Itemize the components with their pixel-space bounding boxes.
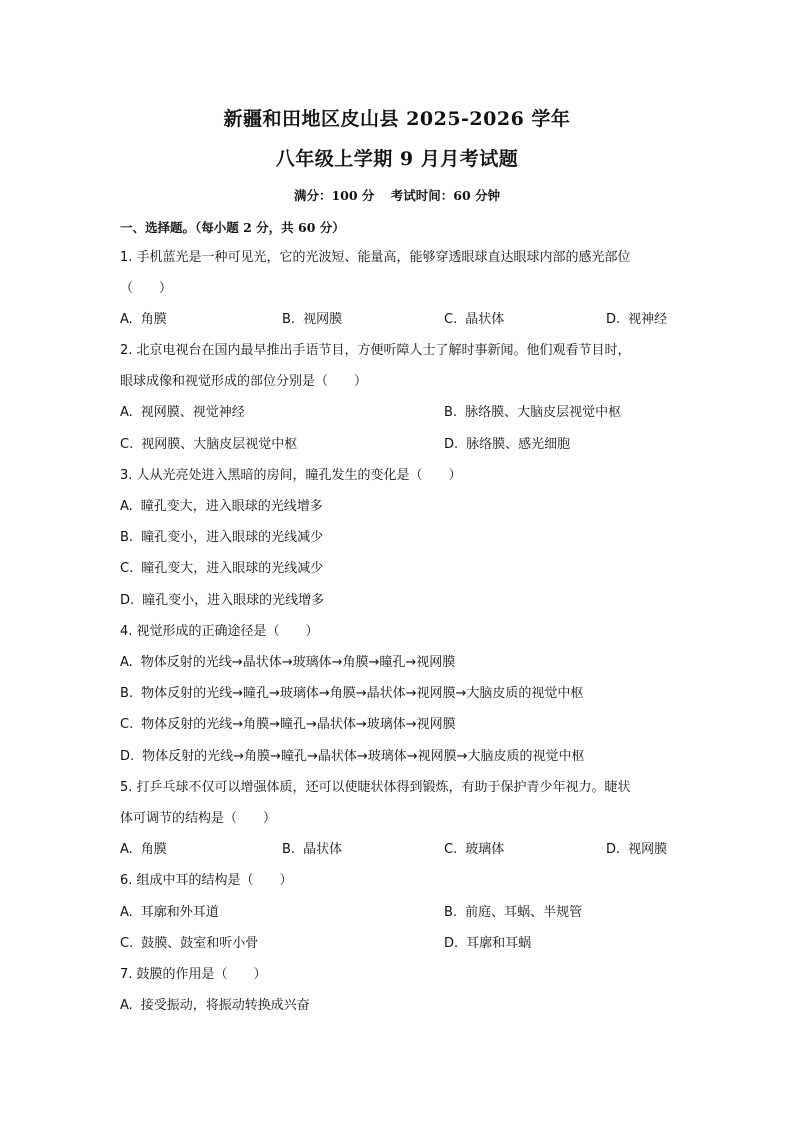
option-text: 耳廓和外耳道 [140, 905, 219, 920]
option-letter: B. [444, 405, 458, 420]
option-letter: C. [120, 936, 134, 951]
q5-option-a [120, 841, 167, 859]
option-text: 角膜 [140, 842, 167, 857]
q3-option-d [120, 592, 324, 610]
option-letter: B. [120, 530, 134, 545]
q5-option-b [282, 841, 342, 859]
option-letter: A. [120, 655, 133, 670]
option-text: 视网膜 [303, 312, 343, 327]
q1-option-b [282, 311, 342, 329]
q1-stem: 1. 手机蓝光是一种可见光，它的光波短、能量高，能够穿透眼球直达眼球内部的感光部位 [120, 250, 631, 265]
option-letter: B. [444, 905, 458, 920]
option-letter: B. [282, 312, 296, 327]
option-letter: C. [444, 842, 458, 857]
q2-option-d [444, 436, 570, 454]
option-text: 晶状体 [465, 312, 505, 327]
option-letter: C. [444, 312, 458, 327]
option-letter: A. [120, 405, 133, 420]
section-heading: 一、选择题。（每小题 2 分，共 60 分） [120, 220, 345, 235]
option-text: 视网膜、视觉神经 [140, 405, 245, 420]
q7-option-a [120, 997, 310, 1015]
option-letter: D. [444, 437, 459, 452]
q2-option-c [120, 436, 297, 454]
option-letter: A. [120, 905, 133, 920]
option-letter: A. [120, 998, 133, 1013]
q3-stem: 3. 人从光亮处进入黑暗的房间，瞳孔发生的变化是（ ） [120, 468, 462, 483]
q2-stem: 2. 北京电视台在国内最早推出手语节目，方便听障人士了解时事新闻。他们观看节目时， [120, 343, 631, 358]
q2-option-a [120, 404, 245, 422]
option-letter: D. [444, 936, 459, 951]
q4-stem: 4. 视觉形成的正确途径是（ ） [120, 624, 319, 639]
option-letter: D. [120, 749, 135, 764]
q5-option-d [606, 841, 667, 859]
option-text: 视神经 [628, 312, 668, 327]
exam-title-line2: 八年级上学期 9 月月考试题 [275, 148, 519, 170]
q5-option-c [444, 841, 504, 859]
option-text: 物体反射的光线→角膜→瞳孔→晶状体→玻璃体→视网膜→大脑皮质的视觉中枢 [142, 749, 585, 764]
q1-option-d [606, 311, 667, 329]
option-letter: B. [120, 686, 134, 701]
q1-option-c [444, 311, 504, 329]
option-text: 前庭、耳蜗、半规管 [465, 905, 583, 920]
option-text: 瞳孔变小，进入眼球的光线减少 [141, 530, 324, 545]
option-text: 物体反射的光线→角膜→瞳孔→晶状体→玻璃体→视网膜 [141, 717, 456, 732]
option-letter: C. [120, 717, 134, 732]
option-text: 物体反射的光线→瞳孔→玻璃体→角膜→晶状体→视网膜→大脑皮质的视觉中枢 [141, 686, 584, 701]
option-text: 耳廓和耳蜗 [466, 936, 532, 951]
option-text: 晶状体 [303, 842, 343, 857]
option-text: 接受振动，将振动转换成兴奋 [140, 998, 310, 1013]
q3-option-a [120, 498, 323, 516]
q4-option-b [120, 685, 583, 703]
option-letter: C. [120, 561, 134, 576]
exam-meta [0, 186, 794, 204]
q6-option-a [120, 904, 219, 922]
q4-option-c [120, 716, 456, 734]
q6-option-d [444, 935, 531, 953]
q1-stem-cont: （ ） [120, 281, 173, 296]
option-text: 瞳孔变大，进入眼球的光线减少 [141, 561, 324, 576]
option-text: 视网膜 [628, 842, 668, 857]
option-text: 视网膜、大脑皮层视觉中枢 [141, 437, 298, 452]
option-text: 角膜 [140, 312, 167, 327]
q5-stem: 5. 打乒乓球不仅可以增强体质，还可以使睫状体得到锻炼，有助于保护青少年视力。睫状 [120, 780, 631, 795]
q3-option-b [120, 529, 323, 547]
q4-option-d [120, 748, 585, 766]
q2-option-b [444, 404, 621, 422]
option-text: 玻璃体 [465, 842, 505, 857]
q6-option-b [444, 904, 582, 922]
option-letter: D. [120, 593, 135, 608]
option-letter: C. [120, 437, 134, 452]
q4-option-a [120, 654, 455, 672]
option-letter: A. [120, 312, 133, 327]
option-letter: B. [282, 842, 296, 857]
option-text: 脉络膜、感光细胞 [466, 437, 571, 452]
option-letter: A. [120, 842, 133, 857]
option-text: 瞳孔变大，进入眼球的光线增多 [140, 499, 323, 514]
q1-option-a [120, 311, 167, 329]
q5-stem-cont: 体可调节的结构是（ ） [120, 811, 277, 826]
option-text: 鼓膜、鼓室和听小骨 [141, 936, 259, 951]
option-text: 瞳孔变小，进入眼球的光线增多 [142, 593, 325, 608]
option-text: 物体反射的光线→晶状体→玻璃体→角膜→瞳孔→视网膜 [140, 655, 456, 670]
option-letter: D. [606, 312, 621, 327]
option-text: 脉络膜、大脑皮层视觉中枢 [465, 405, 622, 420]
time-info: 考试时间：60 分钟 [390, 188, 501, 203]
option-letter: D. [606, 842, 621, 857]
q3-option-c [120, 560, 323, 578]
q6-option-c [120, 935, 258, 953]
q2-stem-cont: 眼球成像和视觉形成的部位分别是（ ） [120, 374, 368, 389]
exam-title-line1: 新疆和田地区皮山县 2025-2026 学年 [223, 108, 571, 130]
q7-stem: 7. 鼓膜的作用是（ ） [120, 967, 267, 982]
option-letter: A. [120, 499, 133, 514]
score-info: 满分：100 分 [293, 188, 375, 203]
q6-stem: 6. 组成中耳的结构是（ ） [120, 873, 293, 888]
